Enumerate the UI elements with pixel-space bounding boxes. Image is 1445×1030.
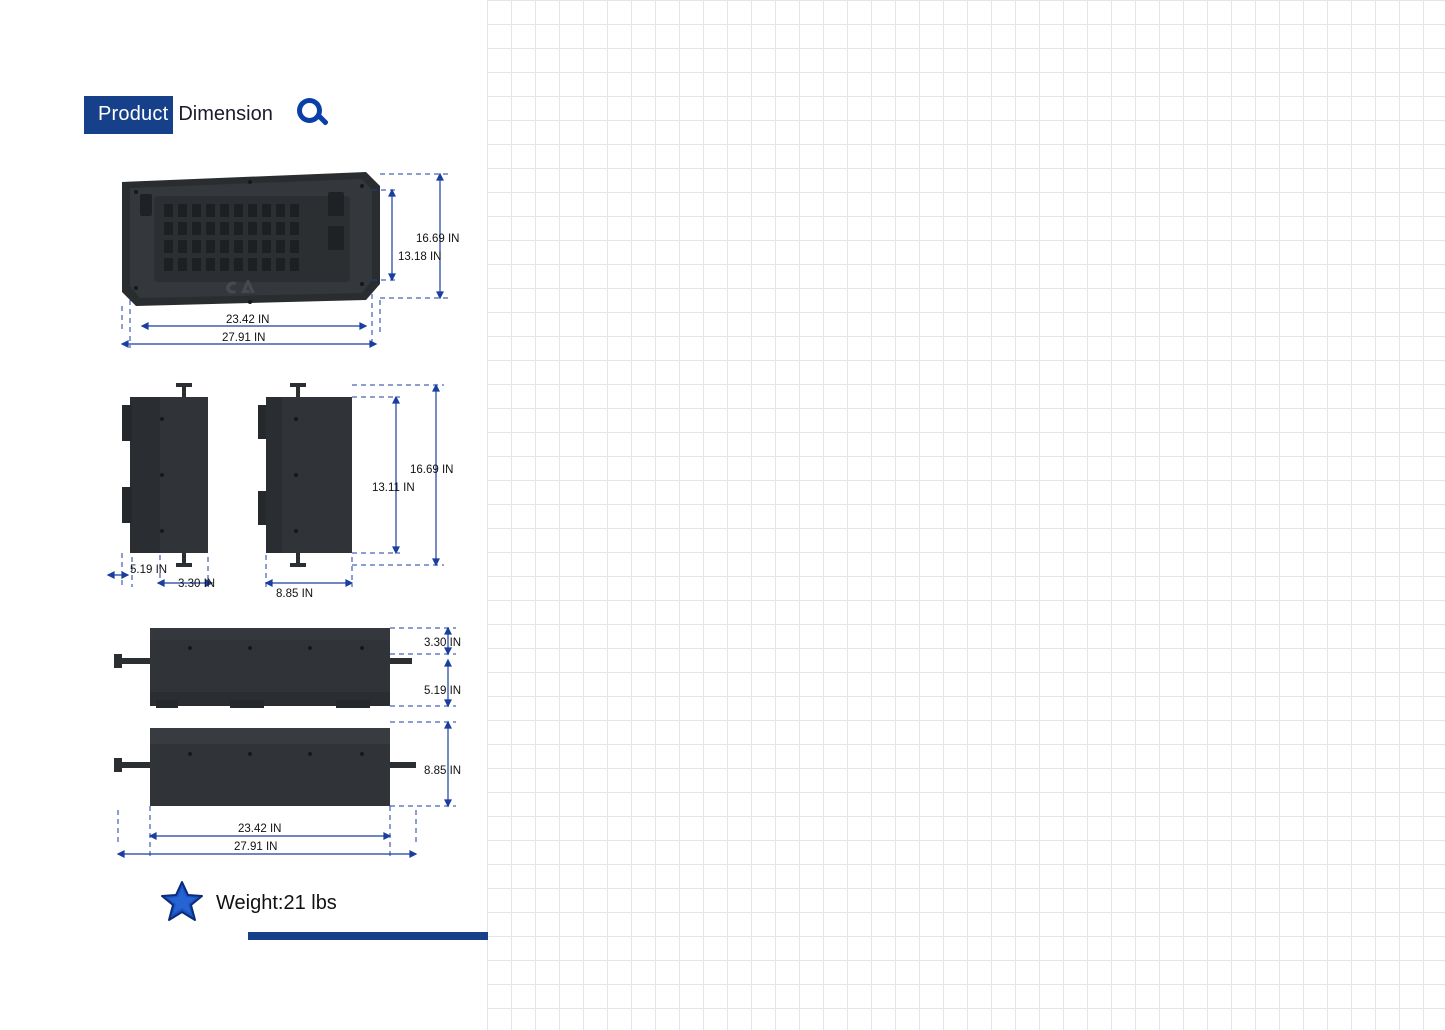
star-icon-svg (160, 880, 204, 922)
top-view-drawing (100, 160, 480, 370)
search-icon[interactable] (297, 98, 331, 132)
dim-front-width-inner: 23.42 IN (238, 823, 282, 835)
dim-top-width-inner: 23.42 IN (226, 314, 270, 326)
heading-secondary: Dimension (173, 96, 282, 134)
side-view-drawing (100, 375, 480, 610)
bottom-accent-bar (248, 932, 488, 940)
weight-label: Weight:21 lbs (216, 892, 337, 914)
dim-top-height-outer: 16.69 IN (416, 233, 460, 245)
dim-front-depth-bottom: 8.85 IN (424, 765, 462, 777)
star-icon (160, 880, 204, 927)
front-view-drawing (100, 610, 480, 870)
right-panel (487, 0, 1445, 1030)
dim-side-depth-b: 3.30 IN (178, 578, 216, 590)
dim-top-height-inner: 13.18 IN (398, 251, 442, 263)
section-heading (84, 96, 331, 134)
dim-side-depth-right: 8.85 IN (276, 588, 314, 600)
dim-side-depth-a: 5.19 IN (130, 564, 168, 576)
heading-primary: Product (84, 96, 173, 134)
dim-side-height-inner: 13.11 IN (372, 482, 415, 494)
weight-row (160, 880, 337, 927)
dim-top-width-outer: 27.91 IN (222, 332, 266, 344)
dim-side-height-outer: 16.69 IN (410, 464, 454, 476)
dim-front-depth-mid: 5.19 IN (424, 685, 462, 697)
dim-front-depth-top: 3.30 IN (424, 637, 462, 649)
dim-front-width-outer: 27.91 IN (234, 841, 278, 853)
left-panel (0, 0, 487, 1030)
